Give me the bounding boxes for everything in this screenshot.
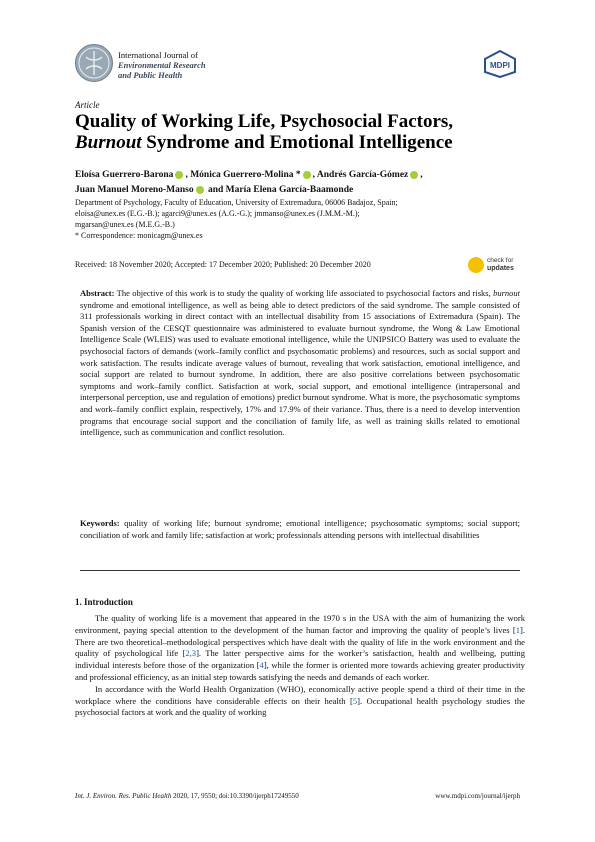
author-name[interactable]: Andrés García-Gómez — [316, 170, 409, 180]
author-name[interactable]: Mónica Guerrero-Molina * — [190, 170, 301, 180]
mdpi-logo-icon — [482, 50, 518, 78]
journal-name-line1: International Journal of — [118, 50, 198, 60]
mdpi-logo-text: MDPI — [490, 61, 510, 70]
abstract-italic: burnout — [493, 288, 520, 298]
body-text-span: ]. The latter perspective aims for the worker’s satisfaction, health and wellbeing, putting individual interests before those of the organization [ — [75, 648, 525, 671]
check-updates-icon — [468, 257, 484, 273]
authors: Eloísa Guerrero-Barona , Mónica Guerrero-Molina * , Andrés García-Gómez , Juan Manuel Moreno-Manso and María Elena García-Baamonde — [75, 170, 423, 195]
author-name[interactable]: María Elena García-Baamonde — [225, 185, 354, 195]
footer-citation-rest: 2020, 17, 9550; doi:10.3390/ijerph17249550 — [173, 792, 299, 800]
orcid-icon[interactable] — [410, 171, 418, 179]
mdpi-logo — [482, 50, 518, 78]
citation-link[interactable]: 1 — [515, 624, 520, 635]
paragraph — [75, 613, 525, 684]
check-updates-line1: check for — [487, 257, 514, 264]
body-text-span: ], while the former is oriented more towards achieving greater productivity and professional efficiency, as an initial step towards satisfying the needs and demands of each worker. — [75, 660, 525, 682]
orcid-icon[interactable] — [196, 186, 204, 194]
author-name[interactable]: Eloísa Guerrero-Barona — [75, 170, 174, 180]
section-title: 1. Introduction — [75, 597, 133, 607]
orcid-icon[interactable] — [175, 171, 183, 179]
section-divider — [80, 570, 520, 571]
affiliation-line: Department of Psychology, Faculty of Education, University of Extremadura, 06006 Badajoz, Spain; — [75, 198, 398, 207]
keywords-label: Keywords: — [80, 518, 120, 528]
footer-url[interactable]: www.mdpi.com/journal/ijerph — [435, 792, 520, 800]
title-part1: Quality of Working Life, Psychosocial Factors, — [75, 111, 454, 132]
abstract — [80, 288, 520, 439]
journal-emblem-icon — [76, 45, 112, 81]
affiliation-emails[interactable]: eloisa@unex.es (E.G.-B.); agarci9@unex.es (A.G.-G.); jmmanso@unex.es (J.M.M.-M.); — [75, 209, 360, 218]
affiliation-emails[interactable]: mgarsan@unex.es (M.E.G.-B.) — [75, 220, 175, 229]
title-italic: Burnout — [75, 132, 142, 153]
body-text — [75, 613, 525, 719]
body-text-span: The quality of working life is a movement that appeared in the 1970 s in the USA with the aim of humanizing the work environment, paying special attention to the development of the human factor and improving the quality of people’s lives [ — [75, 613, 525, 635]
author-name[interactable]: Juan Manuel Moreno-Manso — [75, 185, 194, 195]
footer-journal: Int. J. Environ. Res. Public Health — [75, 792, 172, 800]
affiliation — [75, 197, 515, 241]
body-text-span: In accordance with the World Health Organization (WHO), economically active people spend a third of their time in the workplace where the conditions have considerable effects on their health [ — [75, 683, 525, 706]
check-for-updates-badge[interactable] — [468, 255, 528, 277]
citation-link[interactable]: 4 — [259, 660, 264, 671]
correspondence[interactable]: * Correspondence: monicagm@unex.es — [75, 231, 203, 240]
abstract-text: syndrome and emotional intelligence, as well as being able to detect predictors of the said syndrome. The sample consisted of 311 professionals working in direct contact with an intellectual disability from 15 associations of Extremadura (Spain). The Spanish version of the CESQT questionnaire was administered to evaluate burnout syndrome, the Wong & Law Emotional Intelligence Scale (WLEIS) was used to evaluate emotional intelligence, while the UNIPSICO Battery was used to evaluate the psychosocial factors of demands (work–family conflict and psychosomatic problems) and resources, such as social support and work satisfaction. The results indicate average values of burnout, revealing that work satisfaction, emotional intelligence, and social support are related to burnout syndrome. In addition, there are also positive correlations between psychosomatic symptoms and work–family conflict. Satisfaction at work, social support, and emotional intelligence (intrapersonal and interpersonal perception, use and regulation of emotions) predict burnout syndrome. What is more, the psychosomatic symptoms and work–family conflict explain, respectively, 17% and 17.9% of their variance. Thus, there is a need to develop intervention programs that encourage social support and the conciliation of family life, as well as training skills related to emotional intelligence, such as communication and conflict resolution. — [80, 299, 520, 438]
journal-name-line3: and Public Health — [118, 70, 183, 80]
footer-citation — [75, 792, 299, 800]
body-text-span: ]. Occupational health psychology studies the psychosocial factors at work and the quality of working — [75, 695, 525, 718]
authors-connector: and — [207, 185, 224, 195]
journal-name — [118, 50, 258, 80]
keywords — [80, 518, 520, 541]
body-text-span: ]. There are two theoretical–methodological perspectives which have dealt with the quality of life in the work environment and the quality of psychological life [ — [75, 624, 525, 659]
article-title — [75, 111, 525, 153]
publication-dates: Received: 18 November 2020; Accepted: 17 December 2020; Published: 20 December 2020 — [75, 260, 371, 269]
orcid-icon[interactable] — [303, 171, 311, 179]
article-type: Article — [75, 100, 100, 110]
abstract-text: The objective of this work is to study the quality of working life associated to psychosocial factors and risks, — [116, 288, 491, 298]
citation-link[interactable]: 2,3 — [185, 648, 197, 659]
journal-logo — [75, 44, 113, 82]
check-updates-line2: updates — [487, 265, 514, 272]
keywords-text: quality of working life; burnout syndrome; emotional intelligence; psychosomatic symptoms; social support; conciliation of work and family life; satisfaction at work; professionals attending persons with intellectual disabilities — [80, 518, 520, 540]
title-part2: Syndrome and Emotional Intelligence — [146, 132, 453, 153]
paragraph — [75, 684, 525, 719]
citation-link[interactable]: 5 — [352, 695, 358, 706]
journal-name-line2: Environmental Research — [118, 60, 206, 70]
abstract-label: Abstract: — [80, 288, 115, 298]
